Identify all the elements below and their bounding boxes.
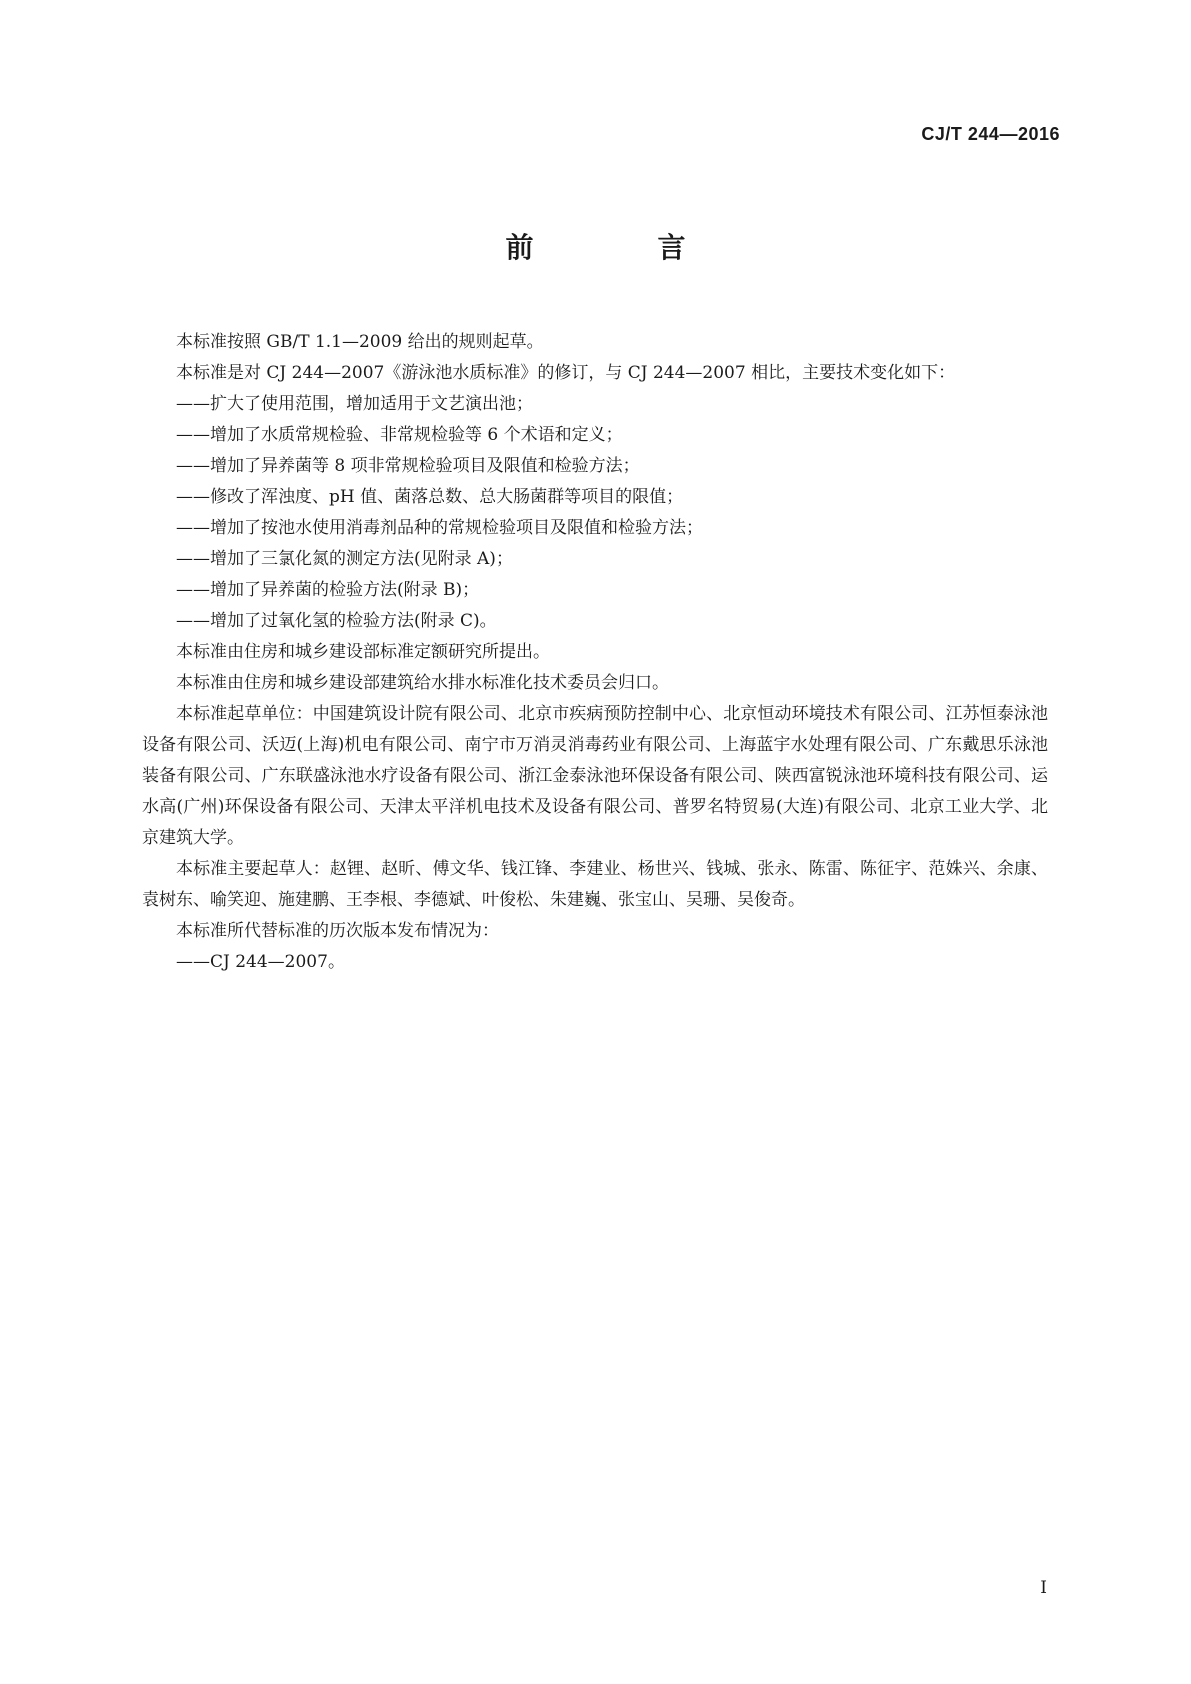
paragraph-drafting-units: 本标准起草单位：中国建筑设计院有限公司、北京市疾病预防控制中心、北京恒动环境技术有限公司、江苏恒泰泳池设备有限公司、沃迈(上海)机电有限公司、南宁市万消灵消毒药业有限公司、上海蓝宇水处理有限公司、广东戴思乐泳池装备有限公司、广东联盛泳池水疗设备有限公司、浙江金泰泳池环保设备有限公司、陕西富锐泳池环境科技有限公司、运水高(广州)环保设备有限公司、天津太平洋机电技术及设备有限公司、普罗名特贸易(大连)有限公司、北京工业大学、北京建筑大学。 [142, 704, 1048, 848]
paragraph-drafters: 本标准主要起草人：赵锂、赵昕、傅文华、钱江锋、李建业、杨世兴、钱城、张永、陈雷、陈征宇、范姝兴、余康、袁树东、喻笑迎、施建鹏、王李根、李德斌、叶俊松、朱建巍、张宝山、吴珊、吴俊奇。 [142, 859, 1048, 910]
paragraph-committee: 本标准由住房和城乡建设部建筑给水排水标准化技术委员会归口。 [176, 673, 669, 693]
paragraph-revision-summary: 本标准是对 CJ 244—2007《游泳池水质标准》的修订，与 CJ 244—2007 相比，主要技术变化如下： [176, 363, 956, 383]
list-item-change: ——增加了三氯化氮的测定方法(见附录 A)； [176, 549, 513, 569]
list-item-change: ——增加了异养菌等 8 项非常规检验项目及限值和检验方法； [176, 456, 640, 476]
list-item-change: ——增加了异养菌的检验方法(附录 B)； [176, 580, 480, 600]
list-item-previous-edition: ——CJ 244—2007。 [176, 952, 345, 972]
list-item-change: ——增加了按池水使用消毒剂品种的常规检验项目及限值和检验方法； [176, 518, 703, 538]
list-item-change: ——修改了浑浊度、pH 值、菌落总数、总大肠菌群等项目的限值； [176, 487, 684, 507]
list-item-change: ——增加了过氧化氢的检验方法(附录 C)。 [176, 611, 497, 631]
foreword-body [142, 327, 1048, 978]
page-title: 前 言 [505, 231, 734, 264]
page-number: I [1040, 1578, 1047, 1598]
paragraph-previous-editions: 本标准所代替标准的历次版本发布情况为： [176, 921, 499, 941]
list-item-change: ——增加了水质常规检验、非常规检验等 6 个术语和定义； [176, 425, 623, 445]
document-code: CJ/T 244—2016 [921, 124, 1060, 144]
paragraph-drafting-rules: 本标准按照 GB/T 1.1—2009 给出的规则起草。 [176, 332, 544, 352]
list-item-change: ——扩大了使用范围，增加适用于文艺演出池； [176, 394, 533, 414]
paragraph-proposer: 本标准由住房和城乡建设部标准定额研究所提出。 [176, 642, 550, 662]
